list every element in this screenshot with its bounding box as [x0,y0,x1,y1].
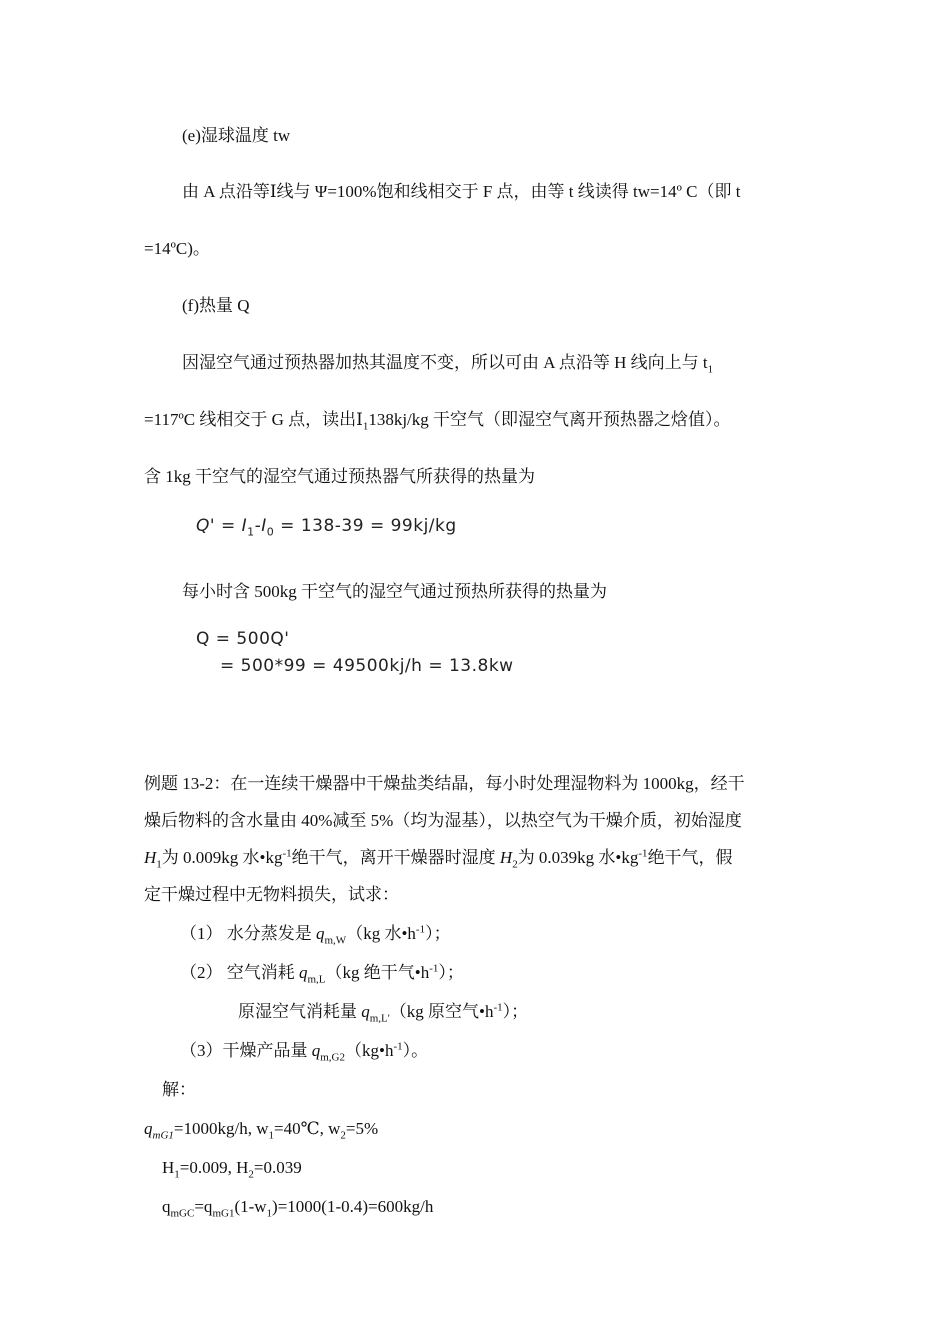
question-1: （1） 水分蒸发是 $q_{m,W}(kg$ 水$•h^{-1}$）； [180,923,451,947]
example-paragraph-line3: $H_1$为 0.009kg 水$•kg^{-1}$绝干气，离开干燥器时湿度 $H_2$为 0.039kg 水$•kg^{-1}$绝干气，假 [144,847,733,871]
section-f-line1: 因湿空气通过预热器加热其温度不变，所以可由 A 点沿等 H 线向上与 $t_1$ [182,353,714,376]
question-3: （3）干燥产品量 $q_{m,G2}(kg•h^{-1})$。 [180,1040,429,1064]
equation-q-line2: = 500*99 = 49500kj/h = 13.8kw [220,656,514,676]
solution-label: 解： [162,1080,196,1099]
section-f-line3: 含 1kg 干空气的湿空气通过预热器气所获得的热量为 [144,467,535,486]
solution-line1: $q_{mG1}=1000kg/h$, $w_1=40℃$, $w_2=5\%$ [144,1119,379,1142]
example-paragraph-line1: 例题 13-2：在一连续干燥器中干燥盐类结晶，每小时处理湿物料为 1000kg，经干 [144,774,745,793]
section-f-line2: =117ºC 线相交于 G 点，读出$Ⅰ_1138kj/kg$ 干空气（即湿空气离开预热器之焓值）。 [144,410,731,433]
solution-line3: $q_{mGC}=q_{mG1}(1-w_1)=1000(1-0.4)=600kg/h$ [162,1197,434,1220]
section-e-line1: 由 A 点沿等Ⅰ线与 Ψ=100%饱和线相交于 F 点，由等 t 线读得 tw=14º C（即 t [182,182,741,201]
equation-q-line1: Q = 500Q' [196,629,290,649]
section-f-heading: (f)热量 Q [182,296,250,315]
section-e-line2: =14ºC)。 [144,239,210,258]
question-2: （2） 空气消耗 $q_{m,L}(kg$ 绝干气$•h^{-1}$）； [180,962,464,986]
solution-line2: $H_1=0.009$, $H_2=0.039$ [162,1158,302,1181]
section-e-heading: (e)湿球温度 tw [182,126,291,145]
question-2b: 原湿空气消耗量 $q_{m,L'}(kg$ 原空气$•h^{-1}$）； [238,1001,529,1025]
example-paragraph-line2: 燥后物料的含水量由 40%减至 5%（均为湿基），以热空气为干燥介质，初始湿度 [144,811,742,830]
equation-q-prime: $Q' = I_1-I_0 = 138-39 = 99kj/kg$ [196,516,457,539]
example-paragraph-line4: 定干燥过程中无物料损失，试求： [144,885,399,904]
section-f-line4: 每小时含 500kg 干空气的湿空气通过预热所获得的热量为 [182,582,607,601]
